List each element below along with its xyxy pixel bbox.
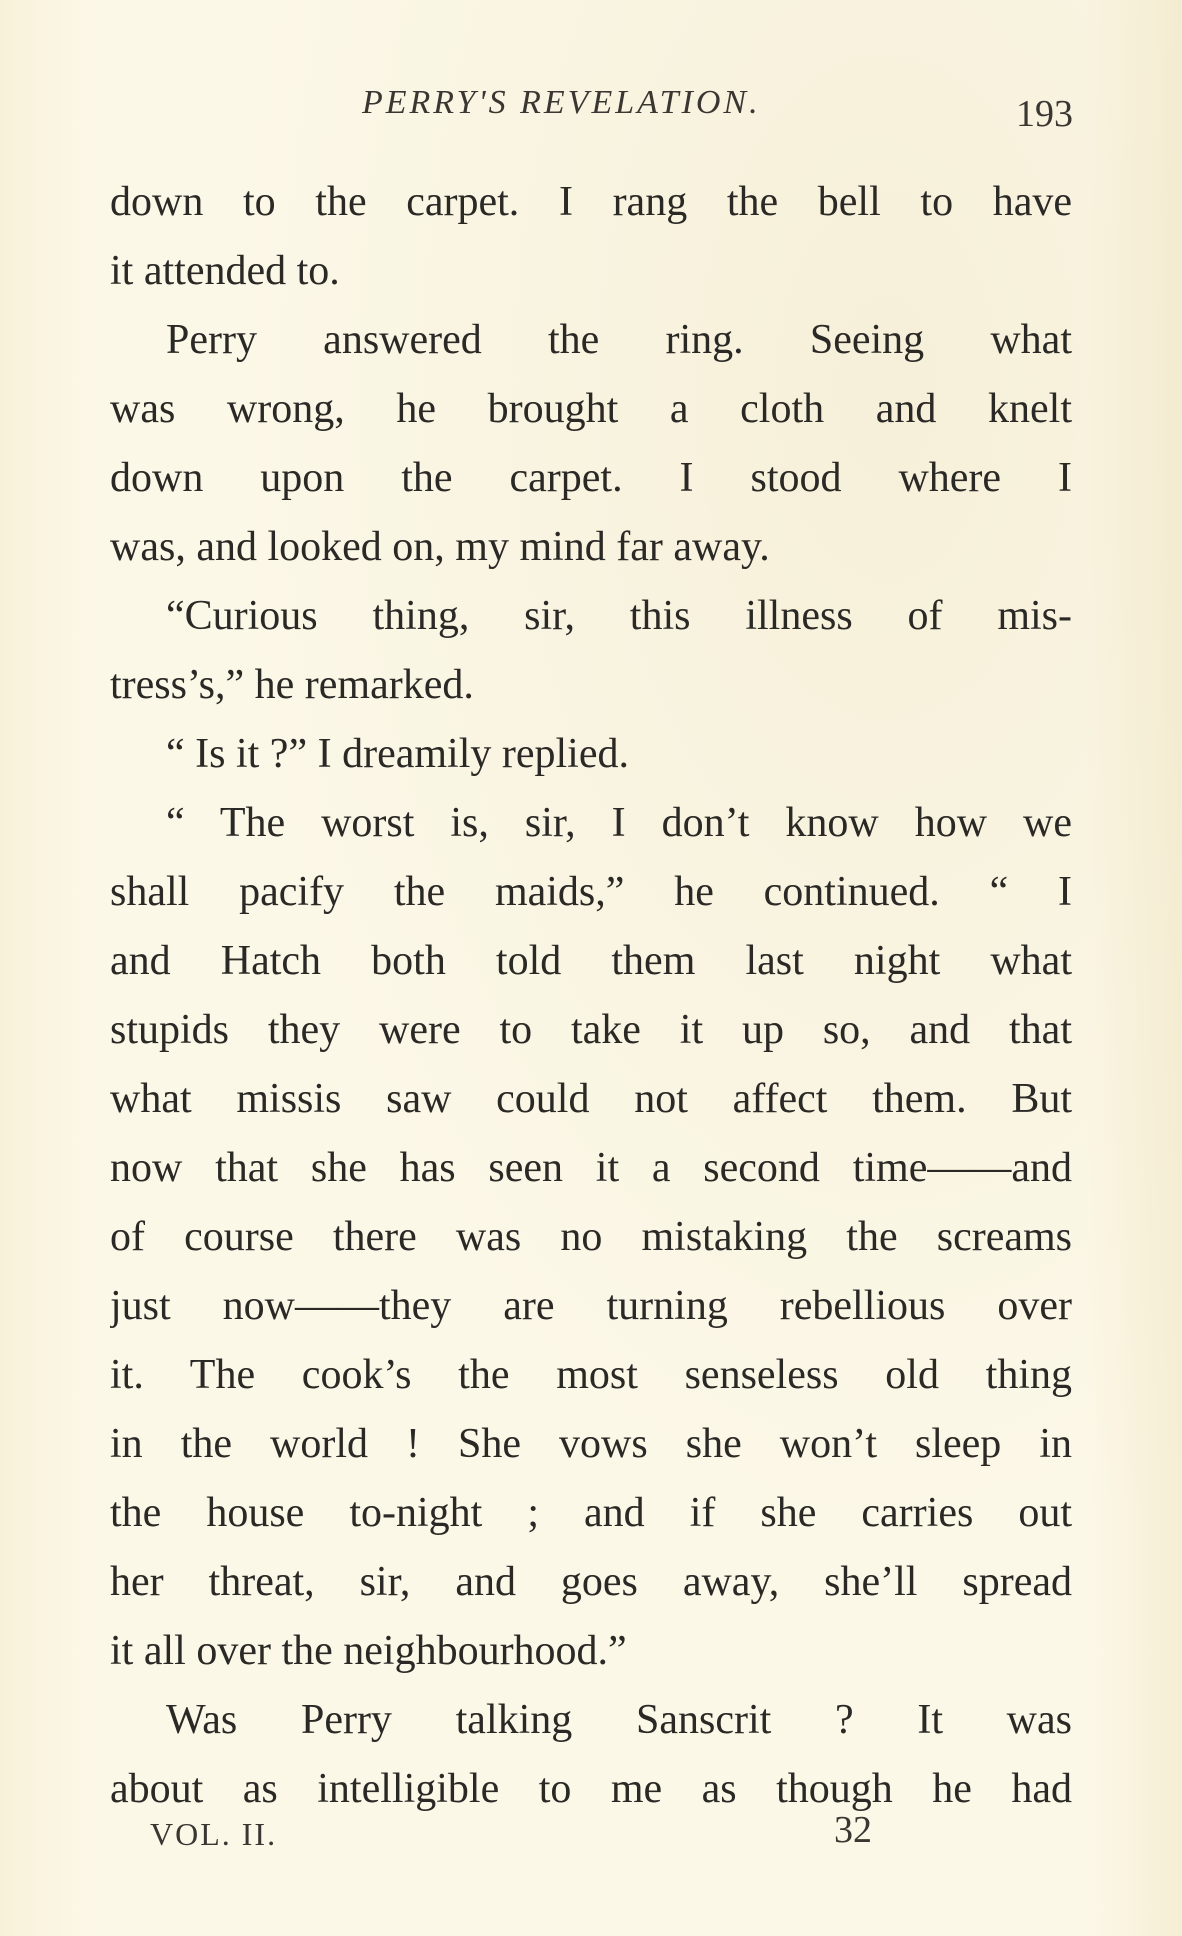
text-line: just now——they are turning rebellious over [110,1283,1072,1329]
text-line: down upon the carpet. I stood where I [110,455,1072,501]
text-line: the house to-night ; and if she carries out [110,1490,1072,1536]
text-line: Perry answered the ring. Seeing what [166,317,1072,363]
text-line: down to the carpet. I rang the bell to have [110,179,1072,225]
text-line: in the world ! She vows she won’t sleep in [110,1421,1072,1467]
text-line: now that she has seen it a second time——and [110,1145,1072,1191]
text-line: of course there was no mistaking the screams [110,1214,1072,1260]
text-line: it attended to. [110,248,340,294]
running-head-title: PERRY'S REVELATION. [362,84,761,121]
text-line: it. The cook’s the most senseless old thing [110,1352,1072,1398]
signature-mark: VOL. II. [150,1816,278,1852]
text-line: shall pacify the maids,” he continued. “ I [110,869,1072,915]
text-line: was, and looked on, my mind far away. [110,524,770,570]
text-line: “ The worst is, sir, I don’t know how we [166,800,1072,846]
text-line: was wrong, he brought a cloth and knelt [110,386,1072,432]
signature-number: 32 [834,1809,872,1851]
text-line: stupids they were to take it up so, and that [110,1007,1072,1053]
text-line: about as intelligible to me as though he had [110,1766,1072,1812]
text-line: Was Perry talking Sanscrit ? It was [166,1697,1072,1743]
text-line: it all over the neighbourhood.” [110,1628,627,1674]
page-number: 193 [1016,93,1073,135]
text-line: “ Is it ?” I dreamily replied. [166,731,629,777]
text-line: and Hatch both told them last night what [110,938,1072,984]
text-line: “Curious thing, sir, this illness of mis- [166,593,1072,639]
body-text [110,168,1072,1824]
text-line: tress’s,” he remarked. [110,662,474,708]
text-line: her threat, sir, and goes away, she’ll spread [110,1559,1072,1605]
text-line: what missis saw could not affect them. But [110,1076,1072,1122]
